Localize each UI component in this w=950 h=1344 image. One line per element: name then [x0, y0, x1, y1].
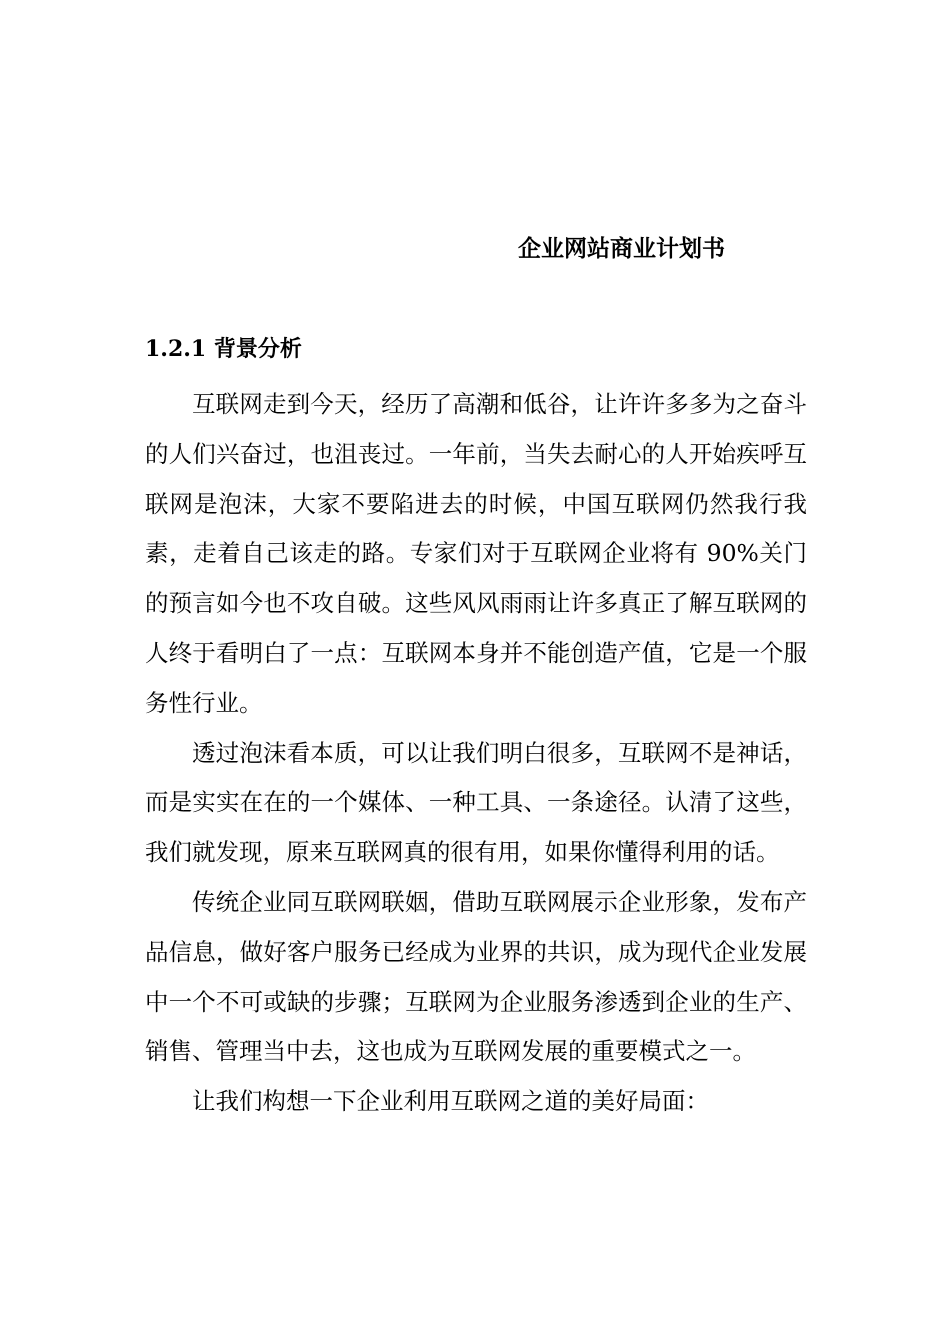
paragraph: 透过泡沫看本质，可以让我们明白很多，互联网不是神话，而是实实在在的一个媒体、一种工具、一条途径。认清了这些，我们就发现，原来互联网真的很有用，如果你懂得利用的话。: [145, 738, 807, 867]
paragraph: 互联网走到今天，经历了高潮和低谷，让许许多多为之奋斗的人们兴奋过，也沮丧过。一年前，当失去耐心的人开始疾呼互联网是泡沫，大家不要陷进去的时候，中国互联网仍然我行我素，走着自己该走的路。专家们对于互联网企业将有 90%关门的预言如今也不攻自破。这些风风雨雨让许多真正了解互联网的人终于看明白了一点：互联网本身并不能创造产值，它是一个服务性行业。: [145, 390, 807, 717]
section-heading: 1.2.1 背景分析: [145, 336, 302, 362]
paragraph: 传统企业同互联网联姻，借助互联网展示企业形象，发布产品信息，做好客户服务已经成为业界的共识，成为现代企业发展中一个不可或缺的步骤；互联网为企业服务渗透到企业的生产、销售、管理当中去，这也成为互联网发展的重要模式之一。: [145, 887, 807, 1066]
section-body: [145, 380, 807, 1127]
document-title: 企业网站商业计划书: [518, 235, 725, 262]
paragraph: 让我们构想一下企业利用互联网之道的美好局面：: [192, 1087, 709, 1116]
